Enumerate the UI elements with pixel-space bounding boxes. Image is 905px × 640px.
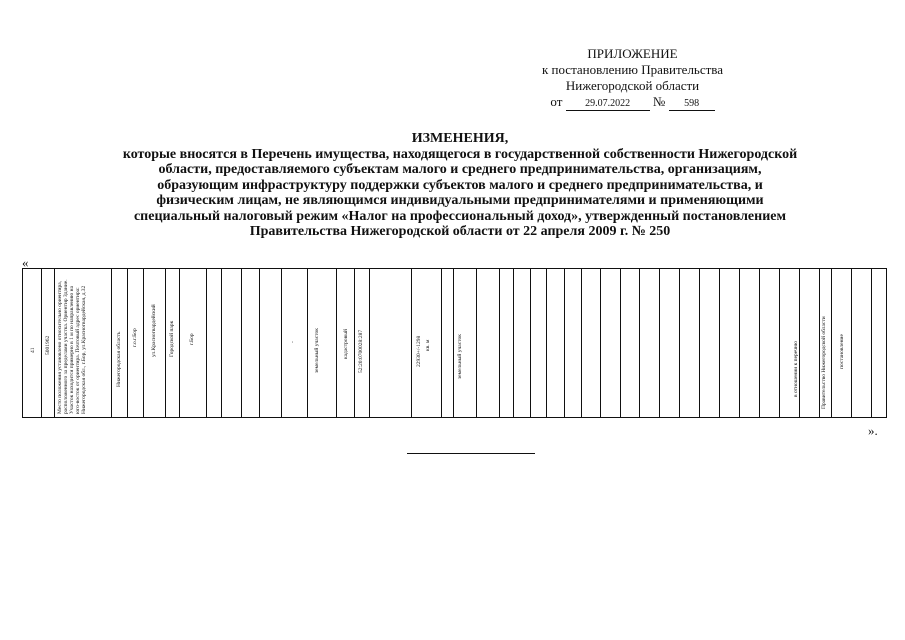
street-cell: ул.Красногвардейский [151, 304, 157, 357]
column-divider [453, 269, 454, 417]
column-divider [779, 269, 780, 417]
column-divider [336, 269, 337, 417]
appendix-line-3: Нижегородской области [565, 78, 700, 93]
document-type-cell: постановление [839, 334, 845, 369]
column-divider [564, 269, 565, 417]
dash-cell: - [290, 341, 296, 343]
column-divider [659, 269, 660, 417]
column-divider [54, 269, 55, 417]
title-line: Правительства Нижегородской области от 22 апреля 2009 г. № 250 [249, 224, 671, 239]
cadastral-number-cell: 52:20:0700028:287 [358, 329, 364, 373]
column-divider [221, 269, 222, 417]
column-divider [851, 269, 852, 417]
title-line: образующим инфраструктуру поддержки субъектов малого и среднего предпринимательства, и [157, 177, 763, 193]
column-divider [513, 269, 514, 417]
date-number-line [520, 94, 745, 111]
column-divider [354, 269, 355, 417]
column-divider [307, 269, 308, 417]
column-divider [871, 269, 872, 417]
object-type-cell: земельный участок [314, 328, 320, 373]
row-number-cell: 41 [30, 347, 36, 353]
number-prefix: № [652, 94, 666, 109]
region-cell: Нижегородская область [116, 331, 122, 387]
title-line: специальный налоговый режим «Налог на профессиональный доход», утвержденный постановлением [133, 208, 787, 224]
appendix-title: ПРИЛОЖЕНИЕ [587, 46, 678, 61]
appendix-line-2: к постановлению Правительства [541, 62, 724, 77]
column-divider [206, 269, 207, 417]
purpose-cell: земельный участок [457, 334, 463, 379]
column-divider [739, 269, 740, 417]
title-line: физическим лицам, не являющимся индивидуальными предпринимателями и применяющими [156, 193, 764, 208]
column-divider [441, 269, 442, 417]
registry-number-cell: 5001962 [45, 335, 51, 355]
column-divider [41, 269, 42, 417]
resolution-number: 598 [669, 98, 715, 111]
column-divider [600, 269, 601, 417]
column-divider [111, 269, 112, 417]
municipality-cell: г.о.г.Бор [132, 328, 138, 347]
column-divider [411, 269, 412, 417]
column-divider [476, 269, 477, 417]
column-divider [127, 269, 128, 417]
column-divider [831, 269, 832, 417]
column-divider [581, 269, 582, 417]
column-divider [530, 269, 531, 417]
date-prefix: от [550, 94, 563, 109]
unit-cell: кв. м [425, 339, 431, 351]
closing-quote: ». [868, 423, 878, 438]
city-cell: г.Бор [189, 333, 195, 345]
column-divider [620, 269, 621, 417]
column-divider [179, 269, 180, 417]
column-divider [679, 269, 680, 417]
title-heading: ИЗМЕНЕНИЯ, [411, 131, 509, 146]
column-divider [699, 269, 700, 417]
column-divider [799, 269, 800, 417]
title-line: которые вносятся в Перечень имущества, находящегося в государственной собственности Нижегородской [122, 146, 798, 162]
appendix-header [520, 46, 745, 111]
park-cell: Городской парк [169, 320, 175, 357]
column-divider [259, 269, 260, 417]
resolution-date: 29.07.2022 [566, 98, 650, 111]
authority-cell: Правительство Нижегородской области [821, 316, 827, 409]
column-divider [639, 269, 640, 417]
changes-table [22, 268, 887, 418]
title-line: области, предоставляемого субъектам малого и среднего предпринимательства, организациям, [158, 162, 762, 177]
column-divider [759, 269, 760, 417]
column-divider [546, 269, 547, 417]
column-divider [499, 269, 500, 417]
cadastral-label-cell: кадастровый [343, 329, 349, 359]
opening-quote: « [22, 255, 29, 270]
column-divider [241, 269, 242, 417]
column-divider [165, 269, 166, 417]
column-divider [819, 269, 820, 417]
column-divider [281, 269, 282, 417]
area-cell: 22930+/-1298 [416, 335, 422, 367]
document-title [60, 131, 860, 240]
location-cell: Место положения установлено относительно ориентира, расположенного за пределами участка. Ориентир Здание. Участок находится примерно в 1 м по направлению на юго-восток от ориентира. Почтовый адрес ориентира: Нижегородская обл., г.Бор, ул.Красногвардейская, д.32 [57, 279, 87, 414]
column-divider [719, 269, 720, 417]
signature-line [407, 453, 535, 454]
column-divider [143, 269, 144, 417]
column-divider [369, 269, 370, 417]
perechen-cell: в отношении к перечню [793, 341, 799, 397]
